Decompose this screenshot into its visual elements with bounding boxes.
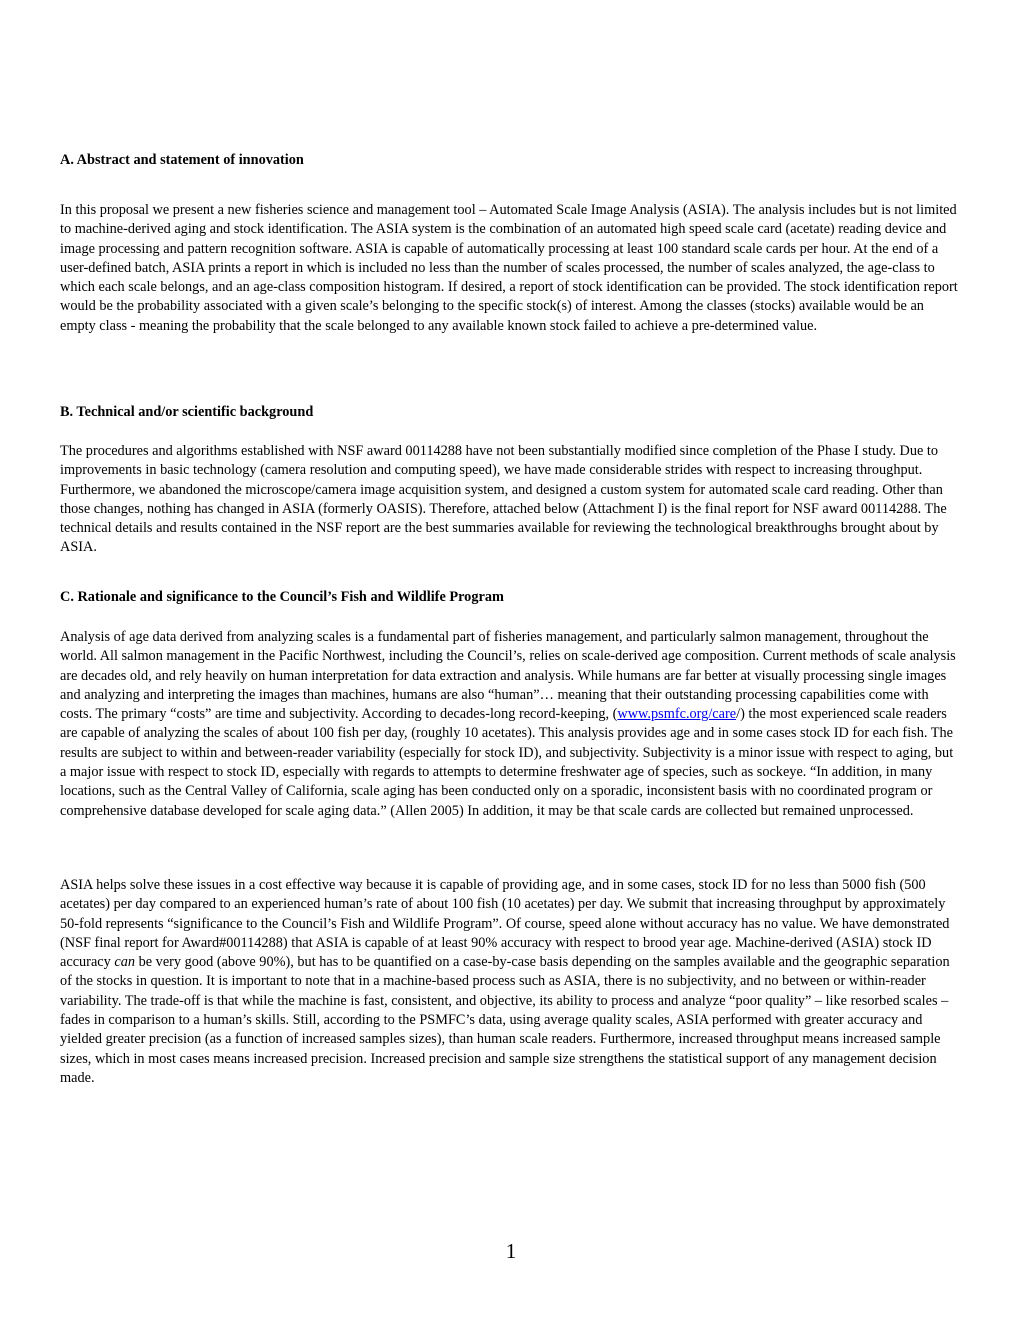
section-b-heading: B. Technical and/or scientific background	[60, 404, 314, 420]
section-b-paragraph: The procedures and algorithms established with NSF award 00114288 have not been substantially modified since completion of the Phase I study. Due to improvements in basic technology (camera resolution and computing speed), we have made considerable strides with respect to increasing throughput. Furthermore, we abandoned the microscope/camera image acquisition system, and designed a custom system for automated scale card reading. Other than those changes, nothing has changed in ASIA (formerly OASIS). Therefore, attached below (Attachment I) is the final report for NSF award 00114288. The technical details and results contained in the NSF report are the best summaries available for reviewing the technological breakthroughs brought about by ASIA.	[60, 443, 947, 556]
section-c-paragraph-2-text-cont: be very good (above 90%), but has to be quantified on a case-by-case basis depending on the samples available and the geographic separation of the stocks in question. It is important to note that in a machine-based process such as ASIA, there is no subjectivity, and no between or within-reader variability. The trade-off is that while the machine is fast, consistent, and objective, its ability to process and analyze “poor quality” – like resorbed scales – fades in comparison to a human’s skills. Still, according to the PSMFC’s data, using average quality scales, ASIA performed with greater accuracy and yielded greater precision (as a function of increased samples sizes), than human scale readers. Furthermore, increased throughput means increased sample sizes, which in most cases means increased precision. Increased precision and sample size strengthens the statistical support of any management decision made.	[60, 954, 950, 1086]
psmfc-care-link[interactable]: www.psmfc.org/care	[617, 706, 737, 723]
section-c-paragraph-2	[60, 876, 962, 1088]
page-number: 1	[505, 1239, 517, 1263]
section-c-paragraph-1-text-cont: /) the most experienced scale readers are capable of analyzing the scales of about 100 fish per day, (roughly 10 acetates). This analysis provides age and in some cases stock ID for each fish. The results are subject to within and between-reader variability (especially for stock ID), and subjectivity. Subjectivity is a minor issue with respect to aging, but a major issue with respect to stock ID, especially with regards to attempts to determine freshwater age of species, such as sockeye. “In addition, in many locations, such as the Central Valley of California, scale aging has been conducted only on a sporadic, inconsistent basis with no coordinated program or comprehensive database developed for scale aging data.” (Allen 2005) In addition, it may be that scale cards are collected but remained unprocessed.	[60, 706, 954, 819]
section-a-paragraph: In this proposal we present a new fisheries science and management tool – Automated Scale Image Analysis (ASIA). The analysis includes but is not limited to machine-derived aging and stock identification. The ASIA system is the combination of an automated high speed scale card (acetate) reading device and image processing and pattern recognition software. ASIA is capable of automatically processing at least 100 standard scale cards per hour. At the end of a user-defined batch, ASIA prints a report in which is included no less than the number of scales processed, the number of scales analyzed, the age-class to which each scale belongs, and an age-class composition histogram. If desired, a report of stock identification can be provided. The stock identification report would be the probability associated with a given scale’s belonging to the specific stock(s) of interest. Among the classes (stocks) available would be an empty class - meaning the probability that the scale belonged to any available known stock failed to achieve a pre-determined value.	[60, 202, 958, 334]
section-c-paragraph-1-text: Analysis of age data derived from analyzing scales is a fundamental part of fisheries management, and particularly salmon management, throughout the world. All salmon management in the Pacific Northwest, including the Council’s, relies on scale-derived age composition. Current methods of scale analysis are decades old, and rely heavily on human interpretation for data extraction and analysis. While humans are far better at visually processing single images and analyzing and interpreting the images than machines, humans are also “human”… meaning that their outstanding processing capabilities come with costs. The primary “costs” are time and subjectivity. According to decades-long record-keeping, (	[60, 629, 956, 723]
section-c-heading: C. Rationale and significance to the Council’s Fish and Wildlife Program	[60, 589, 504, 605]
document-page	[60, 0, 962, 1320]
section-c-paragraph-2-text: ASIA helps solve these issues in a cost effective way because it is capable of providing age, and in some cases, stock ID for no less than 5000 fish (500 acetates) per day compared to an experienced human’s rate of about 100 fish (10 acetates) per day. We submit that increasing throughput by approximately 50-fold represents “significance to the Council’s Fish and Wildlife Program”. Of course, speed alone without accuracy has no value. We have demonstrated (NSF final report for Award#00114288) that ASIA is capable of at least 90% accuracy with respect to brood year age. Machine-derived (ASIA) stock ID accuracy	[60, 877, 950, 971]
section-c-paragraph-1	[60, 628, 962, 821]
italic-emphasis: can	[114, 954, 136, 971]
section-a-heading: A. Abstract and statement of innovation	[60, 152, 304, 168]
